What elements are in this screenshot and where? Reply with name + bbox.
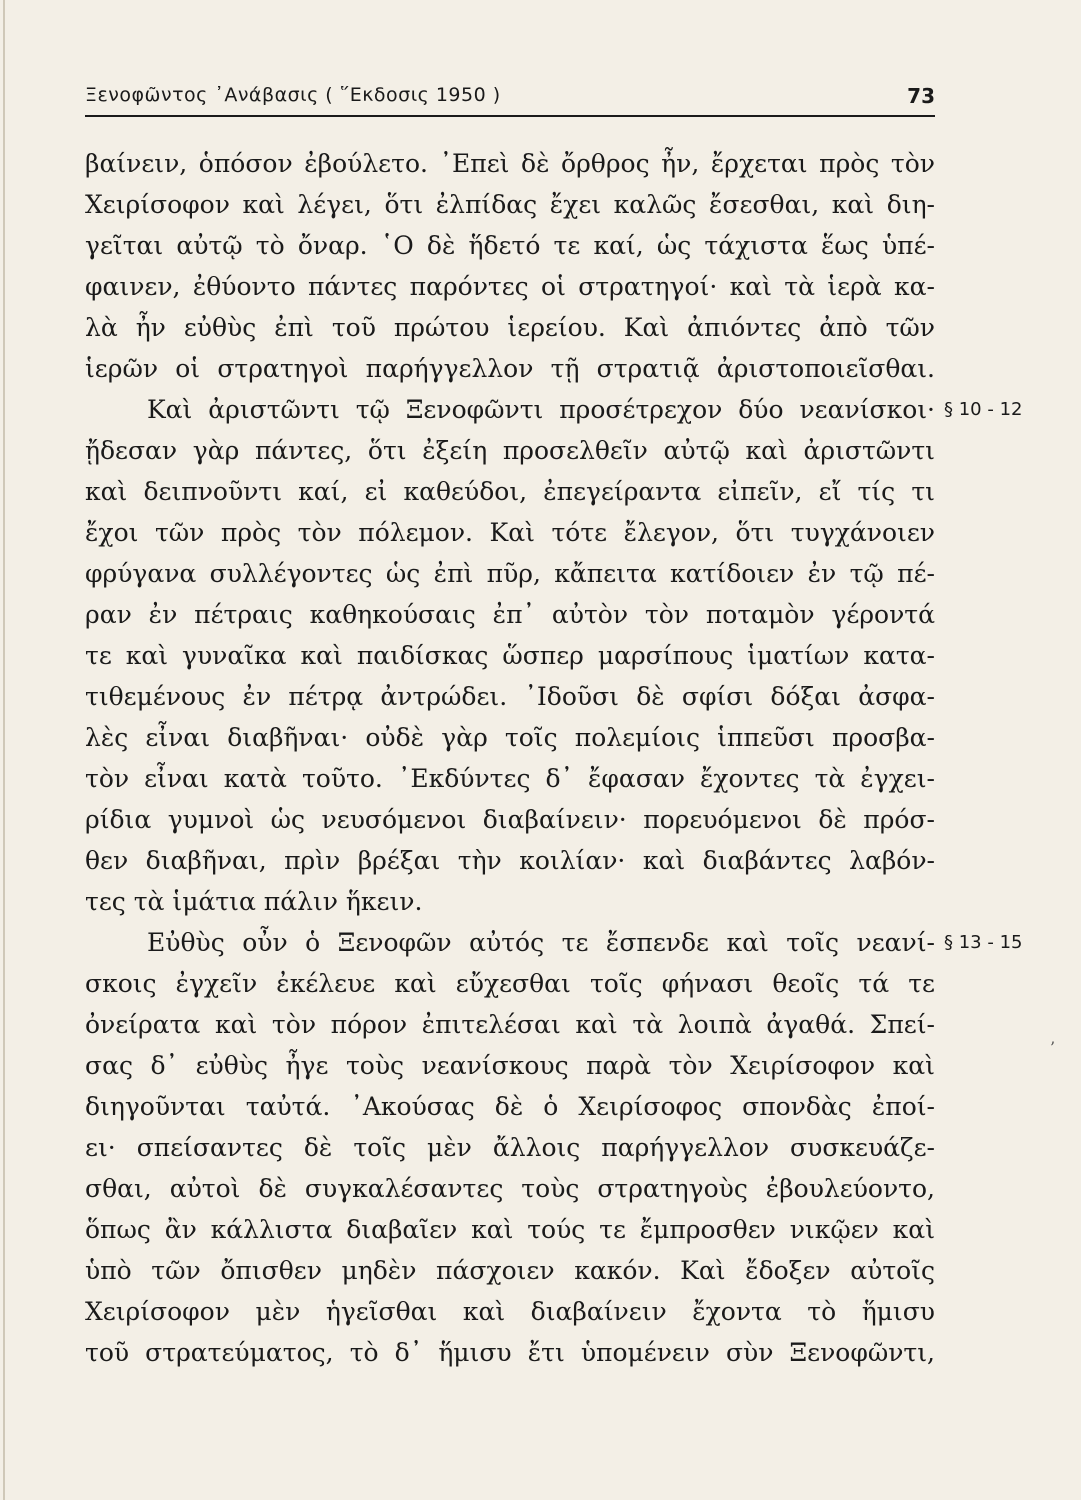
text-line: λὰ ἦν εὐθὺς ἐπὶ τοῦ πρώτου ἱερείου. Καὶ ἀπιόντες ἀπὸ τῶν [85,313,935,342]
text-line: ἔχοι τῶν πρὸς τὸν πόλεμον. Καὶ τότε ἔλεγον, ὅτι τυγχάνοιεν [85,518,935,547]
text-line: βαίνειν, ὁπόσον ἐβούλετο. ᾿Επεὶ δὲ ὄρθρος ἦν, ἔρχεται πρὸς τὸν [85,149,935,178]
text-line: Χειρίσοφον καὶ λέγει, ὅτι ἐλπίδας ἔχει καλῶς ἔσεσθαι, καὶ διη- [85,190,935,219]
page-number: 73 [907,84,935,108]
text-line: τες τὰ ἱμάτια πάλιν ἥκειν. [85,887,423,916]
text-line: διηγοῦνται ταὐτά. ᾿Ακούσας δὲ ὁ Χειρίσοφος σπονδὰς ἐποί- [85,1092,935,1121]
text-line: φρύγανα συλλέγοντες ὡς ἐπὶ πῦρ, κἄπειτα κατίδοιεν ἐν τῷ πέ- [85,559,935,588]
margin-note-10-12: § 10 - 12 [944,399,1023,420]
body-text [85,143,935,1373]
text-line: ὅπως ἂν κάλλιστα διαβαῖεν καὶ τούς τε ἔμπροσθεν νικῷεν καὶ [85,1215,935,1244]
header-rule [85,115,935,117]
text-line: σκοις ἐγχεῖν ἐκέλευε καὶ εὔχεσθαι τοῖς φήνασι θεοῖς τά τε [85,969,935,998]
text-line: ἱερῶν οἱ στρατηγοὶ παρήγγελλον τῇ στρατιᾷ ἀριστοποιεῖσθαι. [85,354,935,383]
text-line: τιθεμένους ἐν πέτρᾳ ἀντρώδει. ᾿Ιδοῦσι δὲ σφίσι δόξαι ἀσφα- [85,682,935,711]
text-line: ὑπὸ τῶν ὄπισθεν μηδὲν πάσχοιεν κακόν. Καὶ ἔδοξεν αὐτοῖς [85,1256,935,1285]
page-edge-line [3,0,5,1500]
text-line: ᾔδεσαν γὰρ πάντες, ὅτι ἐξείη προσελθεῖν αὐτῷ καὶ ἀριστῶντι [85,436,935,465]
text-line: καὶ δειπνοῦντι καί, εἰ καθεύδοι, ἐπεγείραντα εἰπεῖν, εἴ τίς τι [85,477,935,506]
text-line: ραν ἐν πέτραις καθηκούσαις ἐπ᾿ αὐτὸν τὸν ποταμὸν γέροντά [85,600,935,629]
text-line: σας δ᾿ εὐθὺς ἦγε τοὺς νεανίσκους παρὰ τὸν Χειρίσοφον καὶ [85,1051,935,1080]
margin-note-13-15: § 13 - 15 [944,932,1023,953]
text-line: Εὐθὺς οὖν ὁ Ξενοφῶν αὐτός τε ἔσπενδε καὶ τοῖς νεανί- [147,928,935,957]
text-line: θεν διαβῆναι, πρὶν βρέξαι τὴν κοιλίαν· καὶ διαβάντες λαβόν- [85,846,935,875]
running-header [85,84,935,112]
text-line: ει· σπείσαντες δὲ τοῖς μὲν ἄλλοις παρήγγελλον συσκευάζε- [85,1133,935,1162]
text-line: ὀνείρατα καὶ τὸν πόρον ἐπιτελέσαι καὶ τὰ λοιπὰ ἀγαθά. Σπεί- [85,1010,935,1039]
text-line: τὸν εἶναι κατὰ τοῦτο. ᾿Εκδύντες δ᾿ ἔφασαν ἔχοντες τὰ ἐγχει- [85,764,935,793]
stray-mark: ’ [1050,1038,1056,1057]
text-line: τοῦ στρατεύματος, τὸ δ᾿ ἥμισυ ἔτι ὑπομένειν σὺν Ξενοφῶντι, [85,1338,935,1367]
text-line: φαινεν, ἐθύοντο πάντες παρόντες οἱ στρατηγοί· καὶ τὰ ἱερὰ κα- [85,272,935,301]
text-line: γεῖται αὐτῷ τὸ ὄναρ. ῾Ο δὲ ἥδετό τε καί, ὡς τάχιστα ἕως ὑπέ- [85,231,935,260]
text-line: ρίδια γυμνοὶ ὡς νευσόμενοι διαβαίνειν· πορευόμενοι δὲ πρόσ- [85,805,935,834]
running-head-title: Ξενοφῶντος ᾿Ανάβασις ( ῞Εκδοσις 1950 ) [85,84,501,106]
text-line: λὲς εἶναι διαβῆναι· οὐδὲ γὰρ τοῖς πολεμίοις ἱππεῦσι προσβα- [85,723,935,752]
text-line: Καὶ ἀριστῶντι τῷ Ξενοφῶντι προσέτρεχον δύο νεανίσκοι· [147,395,935,424]
text-line: Χειρίσοφον μὲν ἡγεῖσθαι καὶ διαβαίνειν ἔχοντα τὸ ἥμισυ [85,1297,935,1326]
text-line: σθαι, αὐτοὶ δὲ συγκαλέσαντες τοὺς στρατηγοὺς ἐβουλεύοντο, [85,1174,935,1203]
text-line: τε καὶ γυναῖκα καὶ παιδίσκας ὥσπερ μαρσίπους ἱματίων κατα- [85,641,935,670]
